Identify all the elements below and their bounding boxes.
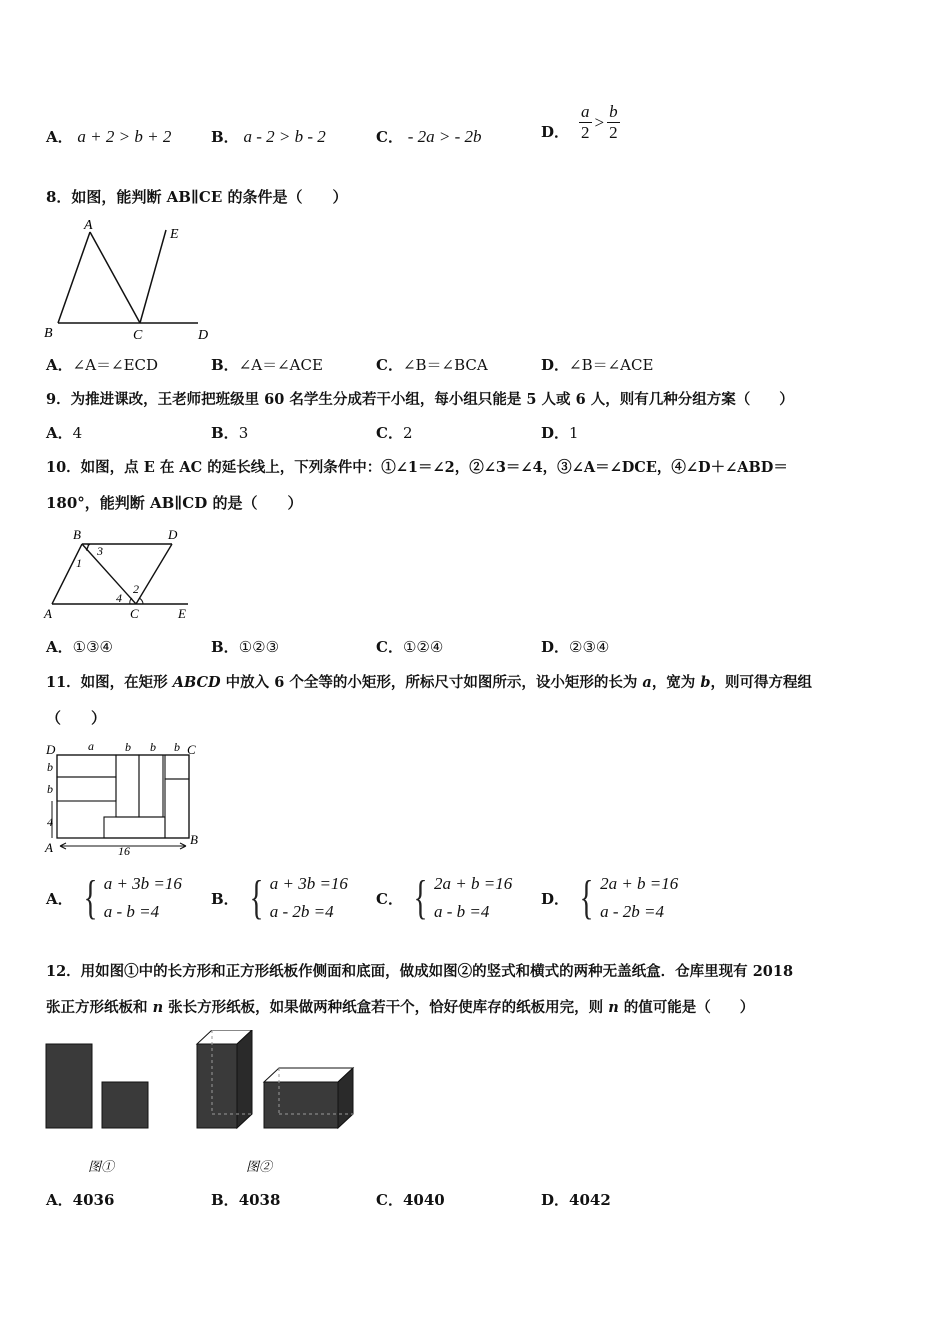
option-letter: A． xyxy=(46,889,73,908)
small-rect-7 xyxy=(104,817,165,838)
q12-option-b[interactable] xyxy=(211,1189,280,1210)
label-2: 2 xyxy=(133,582,139,596)
rect-abcd xyxy=(57,755,189,838)
option-text: 4040 xyxy=(402,1191,445,1209)
option-letter: D． xyxy=(541,889,570,908)
stem-text: 张长方形纸板，如果做两种纸盒若干个，恰好使库存的纸板用完，则 xyxy=(163,999,609,1016)
fraction-right xyxy=(607,102,620,143)
q8-option-d[interactable] xyxy=(541,354,653,375)
q7-option-c[interactable] xyxy=(376,126,482,147)
option-text: 4038 xyxy=(238,1191,281,1209)
q9-option-d[interactable] xyxy=(541,422,579,443)
option-letter: A． xyxy=(46,1191,73,1209)
brace-icon: { xyxy=(579,871,594,924)
stem-text: 的值可能是（ ） xyxy=(618,999,755,1016)
equation: a - b =4 xyxy=(103,902,160,921)
option-letter: D． xyxy=(541,356,570,374)
small-rect-2 xyxy=(57,777,116,801)
option-letter: B． xyxy=(211,424,239,442)
q10-option-a[interactable] xyxy=(46,636,113,657)
q12-option-c[interactable] xyxy=(376,1189,445,1210)
fraction-denominator: 2 xyxy=(609,123,618,142)
equation-system xyxy=(409,870,512,926)
fig2-caption: 图② xyxy=(246,1159,273,1174)
option-letter: B． xyxy=(211,1191,239,1209)
q11-stem-line1 xyxy=(46,671,812,692)
fraction-numerator: b xyxy=(609,102,618,121)
stem-text: 11．如图，在矩形 xyxy=(46,674,173,691)
label-b: B xyxy=(73,527,81,542)
option-letter: D． xyxy=(541,424,570,442)
q7-option-d[interactable] xyxy=(541,102,620,143)
equation-system xyxy=(79,870,182,926)
small-rect-5 xyxy=(165,755,189,779)
q9-option-c[interactable] xyxy=(376,422,413,443)
label-a: A xyxy=(84,218,93,233)
stem-text: ，宽为 xyxy=(651,674,701,691)
option-letter: C． xyxy=(376,424,403,442)
q8-option-b[interactable] xyxy=(211,354,323,375)
q12-stem-line2 xyxy=(46,996,754,1017)
stem-text: 中放入 6 个全等的小矩形，所标尺寸如图所示，设小矩形的长为 xyxy=(220,674,643,691)
option-letter: D． xyxy=(541,123,570,141)
q12-stem-line1: 12．用如图①中的长方形和正方形纸板作侧面和底面，做成如图②的竖式和横式的两种无盖纸盒．仓库里现有 2018 xyxy=(46,963,794,980)
label-3: 3 xyxy=(97,544,103,558)
q10-option-c[interactable] xyxy=(376,636,443,657)
fraction-numerator: a xyxy=(581,102,590,121)
brace-icon: { xyxy=(249,871,264,924)
equation: a + 3b =16 xyxy=(269,874,348,893)
q8-figure xyxy=(40,214,220,342)
option-text: 2 xyxy=(402,424,413,442)
label-b: B xyxy=(44,326,53,341)
option-letter: D． xyxy=(541,638,570,656)
option-letter: B． xyxy=(211,356,239,374)
option-letter: B． xyxy=(211,638,239,656)
label-c: C xyxy=(187,742,196,757)
label-a: A xyxy=(44,606,52,621)
q7-option-b[interactable] xyxy=(211,126,326,147)
label-c: C xyxy=(130,606,139,621)
stem-var: a xyxy=(642,674,652,691)
line-ac xyxy=(90,232,140,323)
option-letter: C． xyxy=(376,889,403,908)
option-letter: D． xyxy=(541,1191,570,1209)
small-rect-3 xyxy=(116,755,139,817)
option-letter: A． xyxy=(46,356,73,374)
option-text: ①③④ xyxy=(72,638,113,656)
q9-option-b[interactable] xyxy=(211,422,248,443)
stem-var: ABCD xyxy=(172,674,221,691)
option-letter: C． xyxy=(376,356,403,374)
angle-arc-3 xyxy=(87,544,90,551)
q11-stem-line2: （ ） xyxy=(46,709,107,727)
option-text: 1 xyxy=(569,424,579,442)
label-b: B xyxy=(190,832,198,847)
option-letter: A． xyxy=(46,424,73,442)
label-1: 1 xyxy=(76,556,82,570)
option-text: 3 xyxy=(238,424,249,442)
stem-var: n xyxy=(152,999,164,1016)
vbox-front xyxy=(197,1044,237,1128)
label-b-dim: b xyxy=(125,740,131,754)
small-rect-4 xyxy=(139,755,163,817)
label-d: D xyxy=(198,328,209,342)
q11-option-c[interactable] xyxy=(376,870,512,926)
line-ab xyxy=(52,544,82,604)
label-e: E xyxy=(178,606,186,621)
rect-board xyxy=(46,1044,92,1128)
line-ce xyxy=(140,230,166,323)
vbox-side xyxy=(237,1030,252,1128)
q11-option-d[interactable] xyxy=(541,870,678,926)
label-a-dim: a xyxy=(88,739,94,753)
q10-option-d[interactable] xyxy=(541,636,609,657)
option-text: 4036 xyxy=(72,1191,115,1209)
option-text: 4042 xyxy=(569,1191,611,1209)
q11-option-b[interactable] xyxy=(211,870,348,926)
option-text: ②③④ xyxy=(569,638,610,656)
q12-figures xyxy=(40,1030,360,1180)
q9-stem: 9．为推进课改，王老师把班级里 60 名学生分成若干小组，每小组只能是 5 人或 6 人，则有几种分组方案（ ） xyxy=(46,391,794,408)
q9-option-a[interactable] xyxy=(46,422,82,443)
stem-var: b xyxy=(700,674,711,691)
line-bc xyxy=(82,544,136,604)
small-rect-1 xyxy=(57,755,116,777)
option-text: ①②④ xyxy=(402,638,444,656)
brace-icon: { xyxy=(413,871,428,924)
stem-text: ，则可得方程组 xyxy=(710,674,813,691)
comparison-operator: > xyxy=(594,112,605,132)
equation: a - b =4 xyxy=(434,902,490,921)
q11-option-a[interactable] xyxy=(46,870,182,926)
hbox-front xyxy=(264,1082,338,1128)
option-letter: C． xyxy=(376,1191,403,1209)
q7-option-a[interactable] xyxy=(46,126,171,147)
square-board xyxy=(102,1082,148,1128)
label-16: 16 xyxy=(118,844,130,858)
label-e: E xyxy=(170,227,179,242)
q8-stem: 8．如图，能判断 AB∥CE 的条件是（ ） xyxy=(46,188,348,206)
option-text: 4 xyxy=(72,424,83,442)
option-expression: a + 2 > b + 2 xyxy=(77,127,172,146)
small-rect-6 xyxy=(165,779,189,838)
option-letter: C． xyxy=(376,638,403,656)
option-text: ∠A＝∠ACE xyxy=(238,356,323,374)
q10-stem-line2: 180°，能判断 AB∥CD 的是（ ） xyxy=(46,494,303,512)
label-b-left: b xyxy=(47,760,53,774)
q12-option-d[interactable] xyxy=(541,1189,611,1210)
option-letter: A． xyxy=(46,638,73,656)
option-letter: B． xyxy=(211,128,239,146)
label-c: C xyxy=(133,328,143,342)
option-text: ∠A＝∠ECD xyxy=(72,356,159,374)
q11-figure xyxy=(40,738,205,858)
line-cd xyxy=(136,544,172,604)
equation: a - 2b =4 xyxy=(600,902,664,921)
q8-option-c[interactable] xyxy=(376,354,488,375)
q10-figure xyxy=(40,524,200,622)
equation: a - 2b =4 xyxy=(269,902,334,921)
equation-system xyxy=(245,870,348,926)
label-a: A xyxy=(45,840,53,855)
option-expression: a - 2 > b - 2 xyxy=(243,127,326,146)
fraction-left xyxy=(579,102,592,143)
fraction-denominator: 2 xyxy=(581,123,590,142)
option-text: ∠B＝∠BCA xyxy=(402,356,488,374)
label-4: 4 xyxy=(47,815,53,829)
q8-option-a[interactable] xyxy=(46,354,158,375)
option-letter: A． xyxy=(46,128,73,146)
line-ab xyxy=(58,232,90,323)
stem-var: n xyxy=(608,999,619,1016)
option-letter: B． xyxy=(211,889,239,908)
option-letter: C． xyxy=(376,128,403,146)
option-expression: - 2a > - 2b xyxy=(407,127,482,146)
brace-icon: { xyxy=(83,871,98,924)
label-4: 4 xyxy=(116,591,122,605)
fig1-caption: 图① xyxy=(88,1159,115,1174)
label-d: D xyxy=(168,527,178,542)
equation: 2a + b =16 xyxy=(600,874,679,893)
q10-stem-line1: 10．如图，点 E 在 AC 的延长线上，下列条件中：①∠1＝∠2，②∠3＝∠4，③∠A＝∠DCE，④∠D＋∠ABD＝ xyxy=(46,459,788,476)
equation-system xyxy=(575,870,678,926)
q12-option-a[interactable] xyxy=(46,1189,114,1210)
option-text: ∠B＝∠ACE xyxy=(569,356,654,374)
label-b-dim: b xyxy=(150,740,156,754)
label-b-dim: b xyxy=(174,740,180,754)
label-b-left: b xyxy=(47,782,53,796)
equation: 2a + b =16 xyxy=(434,874,513,893)
stem-text: 张正方形纸板和 xyxy=(46,999,153,1016)
label-d: D xyxy=(46,742,56,757)
equation: a + 3b =16 xyxy=(103,874,182,893)
option-text: ①②③ xyxy=(238,638,280,656)
q10-option-b[interactable] xyxy=(211,636,279,657)
angle-arc-4 xyxy=(130,598,132,604)
